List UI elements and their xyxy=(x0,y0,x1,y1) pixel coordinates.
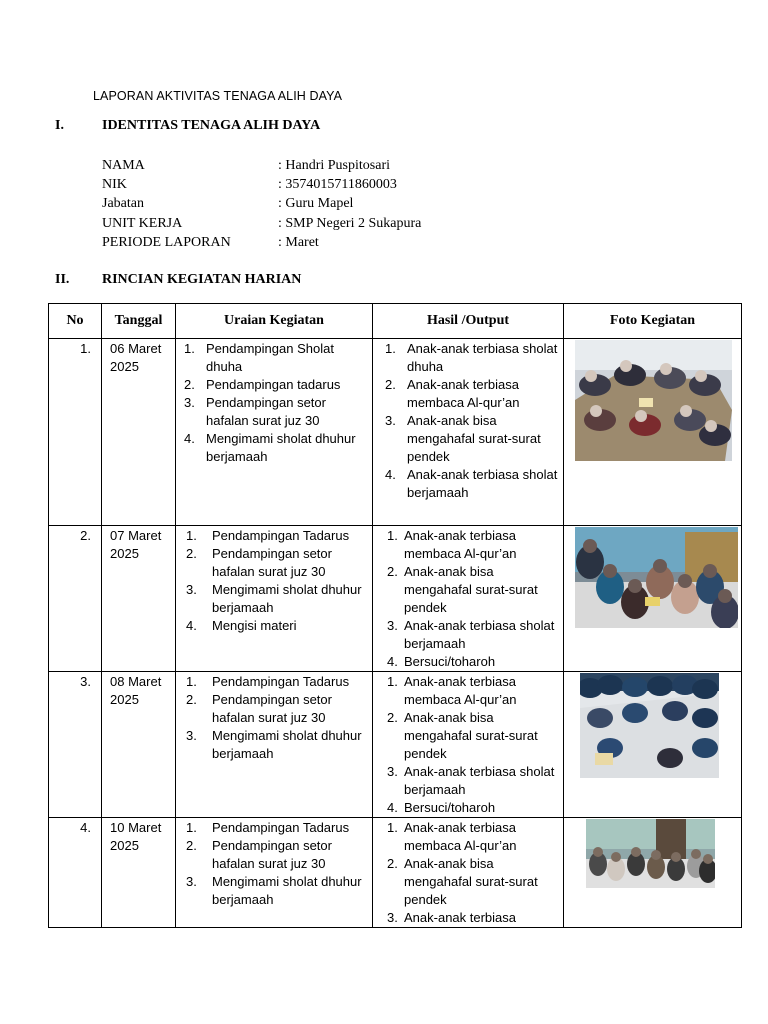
list-item xyxy=(373,799,559,817)
list-item-text: Pendampingan tadarus xyxy=(206,377,341,392)
row-photo-cell xyxy=(564,672,742,818)
list-item-number: 3. xyxy=(387,910,398,925)
list-item-text: Pendampingan setor hafalan surat juz 30 xyxy=(212,546,332,579)
list-item-number: 1. xyxy=(385,341,396,356)
list-item xyxy=(176,376,368,394)
list-item-text: Pendampingan Tadarus xyxy=(212,820,350,835)
header-hasil: Hasil /Output xyxy=(373,304,564,339)
list-item xyxy=(373,855,559,909)
row-date: 06 Maret 2025 xyxy=(102,339,176,526)
list-item-number: 4. xyxy=(387,800,398,815)
list-item xyxy=(373,466,559,502)
list-item xyxy=(373,653,559,671)
list-item-text: Pendampingan Sholat dhuha xyxy=(206,341,334,374)
list-item-text: Anak-anak terbiasa membaca Al-qur’an xyxy=(407,377,520,410)
identity-label-jabatan: Jabatan xyxy=(102,196,144,211)
activity-list xyxy=(176,818,372,909)
list-item xyxy=(176,545,368,581)
list-item-number: 2. xyxy=(186,692,197,707)
row-photo-cell xyxy=(564,818,742,928)
identity-label-nik: NIK xyxy=(102,177,127,192)
document-title: LAPORAN AKTIVITAS TENAGA ALIH DAYA xyxy=(93,89,343,103)
list-item-number: 2. xyxy=(184,377,195,392)
activity-photo-image xyxy=(580,673,719,778)
list-item xyxy=(176,430,368,466)
activity-list xyxy=(176,672,372,763)
row-number: 2. xyxy=(49,526,102,672)
list-item xyxy=(176,340,368,376)
row-outputs xyxy=(373,526,564,672)
list-item-text: Mengimami sholat dhuhur berjamaah xyxy=(212,728,362,761)
row-activities xyxy=(176,339,373,526)
list-item xyxy=(373,909,559,927)
activity-photo-image xyxy=(586,819,715,888)
list-item xyxy=(373,412,559,466)
row-number: 3. xyxy=(49,672,102,818)
list-item-text: Anak-anak bisa mengahafal surat-surat pendek xyxy=(404,856,538,907)
header-no: No xyxy=(49,304,102,339)
list-item-number: 4. xyxy=(387,654,398,669)
list-item-number: 1. xyxy=(186,528,197,543)
list-item-text: Anak-anak bisa mengahafal surat-surat pendek xyxy=(404,710,538,761)
table-row xyxy=(49,672,742,818)
identity-label-periode: PERIODE LAPORAN xyxy=(102,235,231,250)
list-item-number: 4. xyxy=(184,431,195,446)
list-item-number: 1. xyxy=(184,341,195,356)
activity-list xyxy=(176,339,372,466)
list-item xyxy=(176,394,368,430)
list-item-number: 1. xyxy=(387,820,398,835)
list-item-number: 1. xyxy=(186,674,197,689)
list-item-text: Anak-anak bisa mengahafal surat-surat pendek xyxy=(407,413,541,464)
list-item-text: Mengimami sholat dhuhur berjamaah xyxy=(212,874,362,907)
identity-value-nik: : 3574015711860003 xyxy=(278,177,397,192)
list-item-number: 2. xyxy=(186,838,197,853)
identity-label-nama: NAMA xyxy=(102,158,145,173)
identity-label-unit-kerja: UNIT KERJA xyxy=(102,216,183,231)
activity-photo xyxy=(575,527,738,628)
activity-photo xyxy=(580,673,719,778)
row-date: 10 Maret 2025 xyxy=(102,818,176,928)
list-item xyxy=(373,617,559,653)
list-item-text: Anak-anak terbiasa sholat berjamaah xyxy=(407,467,558,500)
list-item xyxy=(373,673,559,709)
list-item-text: Anak-anak terbiasa sholat berjamaah xyxy=(404,764,555,797)
row-outputs xyxy=(373,818,564,928)
output-list xyxy=(373,526,563,671)
list-item-text: Mengimami sholat dhuhur berjamaah xyxy=(212,582,362,615)
list-item xyxy=(176,581,368,617)
list-item xyxy=(373,819,559,855)
list-item xyxy=(373,763,559,799)
identity-value-unit-kerja: : SMP Negeri 2 Sukapura xyxy=(278,216,422,231)
list-item-number: 4. xyxy=(385,467,396,482)
header-tanggal: Tanggal xyxy=(102,304,176,339)
list-item xyxy=(176,819,368,837)
table-row xyxy=(49,818,742,928)
list-item-text: Pendampingan setor hafalan surat juz 30 xyxy=(212,692,332,725)
row-activities xyxy=(176,526,373,672)
list-item xyxy=(373,340,559,376)
list-item-text: Bersuci/toharoh xyxy=(404,654,496,669)
list-item-number: 2. xyxy=(387,710,398,725)
list-item-number: 3. xyxy=(186,874,197,889)
list-item-number: 3. xyxy=(186,582,197,597)
row-date: 07 Maret 2025 xyxy=(102,526,176,672)
list-item-text: Anak-anak terbiasa sholat dhuha xyxy=(407,341,558,374)
list-item-number: 3. xyxy=(186,728,197,743)
table-header-row xyxy=(49,304,742,339)
list-item-number: 2. xyxy=(385,377,396,392)
header-uraian: Uraian Kegiatan xyxy=(176,304,373,339)
activity-table xyxy=(48,303,742,928)
row-photo-cell xyxy=(564,339,742,526)
list-item-text: Anak-anak terbiasa membaca Al-qur’an xyxy=(404,528,517,561)
list-item-text: Bersuci/toharoh xyxy=(404,800,496,815)
list-item xyxy=(176,527,368,545)
header-foto: Foto Kegiatan xyxy=(564,304,742,339)
list-item xyxy=(373,709,559,763)
identity-value-jabatan: : Guru Mapel xyxy=(278,196,354,211)
table-row xyxy=(49,526,742,672)
list-item-text: Pendampingan Tadarus xyxy=(212,528,350,543)
row-photo-cell xyxy=(564,526,742,672)
list-item xyxy=(176,673,368,691)
list-item-text: Anak-anak terbiasa membaca Al-qur’an xyxy=(404,674,517,707)
list-item-text: Anak-anak terbiasa membaca Al-qur’an xyxy=(404,820,517,853)
list-item-text: Mengisi materi xyxy=(212,618,297,633)
activity-photo-image xyxy=(575,527,738,628)
list-item xyxy=(373,527,559,563)
row-number: 1. xyxy=(49,339,102,526)
section-2-title: RINCIAN KEGIATAN HARIAN xyxy=(102,272,302,287)
list-item-number: 3. xyxy=(387,618,398,633)
list-item-text: Pendampingan setor hafalan surat juz 30 xyxy=(206,395,326,428)
row-activities xyxy=(176,672,373,818)
row-number: 4. xyxy=(49,818,102,928)
list-item-text: Pendampingan Tadarus xyxy=(212,674,350,689)
list-item-number: 4. xyxy=(186,618,197,633)
row-outputs xyxy=(373,672,564,818)
list-item-number: 2. xyxy=(387,856,398,871)
list-item-text: Mengimami sholat dhuhur berjamaah xyxy=(206,431,356,464)
list-item-number: 3. xyxy=(184,395,195,410)
list-item xyxy=(373,563,559,617)
output-list xyxy=(373,339,563,502)
row-date: 08 Maret 2025 xyxy=(102,672,176,818)
section-1-number: I. xyxy=(55,118,64,133)
row-activities xyxy=(176,818,373,928)
activity-photo xyxy=(575,340,732,461)
list-item-number: 2. xyxy=(387,564,398,579)
list-item-text: Pendampingan setor hafalan surat juz 30 xyxy=(212,838,332,871)
list-item xyxy=(176,873,368,909)
list-item-text: Anak-anak terbiasa xyxy=(404,910,517,925)
activity-photo-image xyxy=(575,340,732,461)
list-item xyxy=(176,727,368,763)
list-item-number: 1. xyxy=(186,820,197,835)
list-item-number: 1. xyxy=(387,528,398,543)
list-item xyxy=(176,617,368,635)
list-item-number: 3. xyxy=(385,413,396,428)
activity-list xyxy=(176,526,372,635)
list-item-text: Anak-anak bisa mengahafal surat-surat pendek xyxy=(404,564,538,615)
list-item-text: Anak-anak terbiasa sholat berjamaah xyxy=(404,618,555,651)
section-2-number: II. xyxy=(55,272,70,287)
table-row xyxy=(49,339,742,526)
list-item-number: 1. xyxy=(387,674,398,689)
list-item xyxy=(176,691,368,727)
activity-photo xyxy=(586,819,715,888)
row-outputs xyxy=(373,339,564,526)
output-list xyxy=(373,818,563,927)
list-item-number: 3. xyxy=(387,764,398,779)
section-1-title: IDENTITAS TENAGA ALIH DAYA xyxy=(102,118,321,133)
list-item-number: 2. xyxy=(186,546,197,561)
list-item xyxy=(373,376,559,412)
list-item xyxy=(176,837,368,873)
identity-value-nama: : Handri Puspitosari xyxy=(278,158,390,173)
output-list xyxy=(373,672,563,817)
identity-value-periode: : Maret xyxy=(278,235,319,250)
